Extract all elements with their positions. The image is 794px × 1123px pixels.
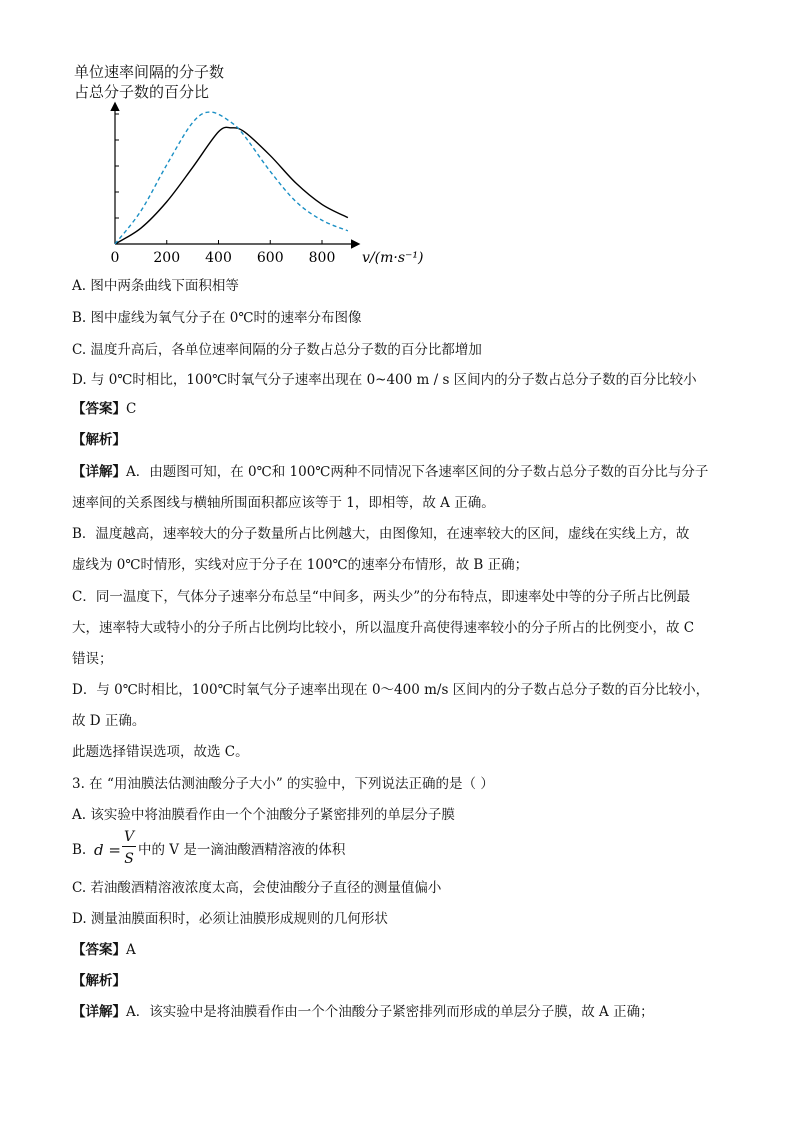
q3-option-b-prefix: B. xyxy=(72,842,87,858)
q2-answer-label: 【答案】 xyxy=(72,401,126,417)
q2-answer-value: C xyxy=(126,401,137,417)
q2-detail-line-5: C．同一温度下，气体分子速率分布总呈“中间多，两头少”的分布特点，即速率处中等的分子所占比例最 xyxy=(72,589,691,605)
x-tick-label-400: 400 xyxy=(205,250,232,266)
q2-option-b: B. 图中虚线为氧气分子在 0℃时的速率分布图像 xyxy=(72,310,362,326)
q2-detail-text-1: A．由题图可知，在 0℃和 100℃两种不同情况下各速率区间的分子数占总分子数的百分比与分子 xyxy=(126,464,709,480)
q3-formula-lhs: d = xyxy=(94,841,121,859)
solid-curve xyxy=(115,127,348,244)
q2-detail-line-8: D．与 0℃时相比，100℃时氧气分子速率出现在 0～400 m/s 区间内的分子数占总分子数的百分比较小， xyxy=(72,682,710,698)
chart-ylabel-line-2: 占总分子数的百分比 xyxy=(74,83,210,101)
q3-analysis-label: 【解析】 xyxy=(72,973,126,989)
q3-option-d: D. 测量油膜面积时，必须让油膜形成规则的几何形状 xyxy=(72,911,388,927)
q3-detail-label: 【详解】 xyxy=(72,1004,126,1020)
q2-answer xyxy=(72,399,136,419)
dashed-curve xyxy=(115,112,348,244)
q2-detail-line-6: 大，速率特大或特小的分子所占比例均比较小，所以温度升高使得速率较小的分子所占的比例变小，故 C xyxy=(72,620,695,636)
q2-option-d: D. 与 0℃时相比，100℃时氧气分子速率出现在 0~400 m / s 区间内的分子数占总分子数的百分比较小 xyxy=(72,372,697,388)
q2-analysis-label: 【解析】 xyxy=(72,432,126,448)
x-tick-label-200: 200 xyxy=(153,250,181,266)
q3-option-a: A. 该实验中将油膜看作由一个个油酸分子紧密排列的单层分子膜 xyxy=(72,807,455,823)
q2-detail-label: 【详解】 xyxy=(72,464,126,480)
x-tick-label-600: 600 xyxy=(256,250,284,266)
q2-detail-line-4: 虚线为 0℃时情形，实线对应于分子在 100℃的速率分布情形，故 B 正确； xyxy=(72,557,529,573)
q3-formula-numerator: V xyxy=(123,829,135,845)
q3-answer-value: A xyxy=(126,942,136,958)
q3-option-b-suffix: 中的 V 是一滴油酸酒精溶液的体积 xyxy=(138,842,346,858)
q2-option-c: C. 温度升高后，各单位速率间隔的分子数占总分子数的百分比都增加 xyxy=(72,342,482,358)
chart-xlabel: v/(m·s⁻¹) xyxy=(362,250,424,266)
q3-answer xyxy=(72,940,136,960)
q3-answer-label: 【答案】 xyxy=(72,942,126,958)
x-tick-label-800: 800 xyxy=(308,250,336,266)
q3-option-c: C. 若油酸酒精溶液浓度太高，会使油酸分子直径的测量值偏小 xyxy=(72,880,442,896)
speed-distribution-chart xyxy=(0,0,794,275)
q3-detail-text: A．该实验中是将油膜看作由一个个油酸分子紧密排列而形成的单层分子膜，故 A 正确； xyxy=(126,1004,654,1020)
q2-detail-line-9: 故 D 正确。 xyxy=(72,713,146,729)
q2-detail-line-3: B．温度越高，速率较大的分子数量所占比例越大，由图像知，在速率较大的区间，虚线在实线上方，故 xyxy=(72,526,690,542)
q3-stem: 3. 在 “用油膜法估测油酸分子大小” 的实验中，下列说法正确的是（ ） xyxy=(72,776,494,792)
chart-ylabel-line-1: 单位速率间隔的分子数 xyxy=(74,63,225,81)
q3-detail-line-1 xyxy=(72,1002,654,1022)
q2-detail-line-2: 速率间的关系图线与横轴所围面积都应该等于 1，即相等，故 A 正确。 xyxy=(72,495,495,511)
x-tick-label-0: 0 xyxy=(110,250,120,266)
q2-detail-line-7: 错误； xyxy=(72,651,113,667)
q2-option-a: A. 图中两条曲线下面积相等 xyxy=(72,278,239,294)
q2-detail-line-1 xyxy=(72,462,708,482)
q3-formula-denominator: S xyxy=(124,851,134,867)
q2-conclusion: 此题选择错误选项，故选 C。 xyxy=(72,744,249,760)
